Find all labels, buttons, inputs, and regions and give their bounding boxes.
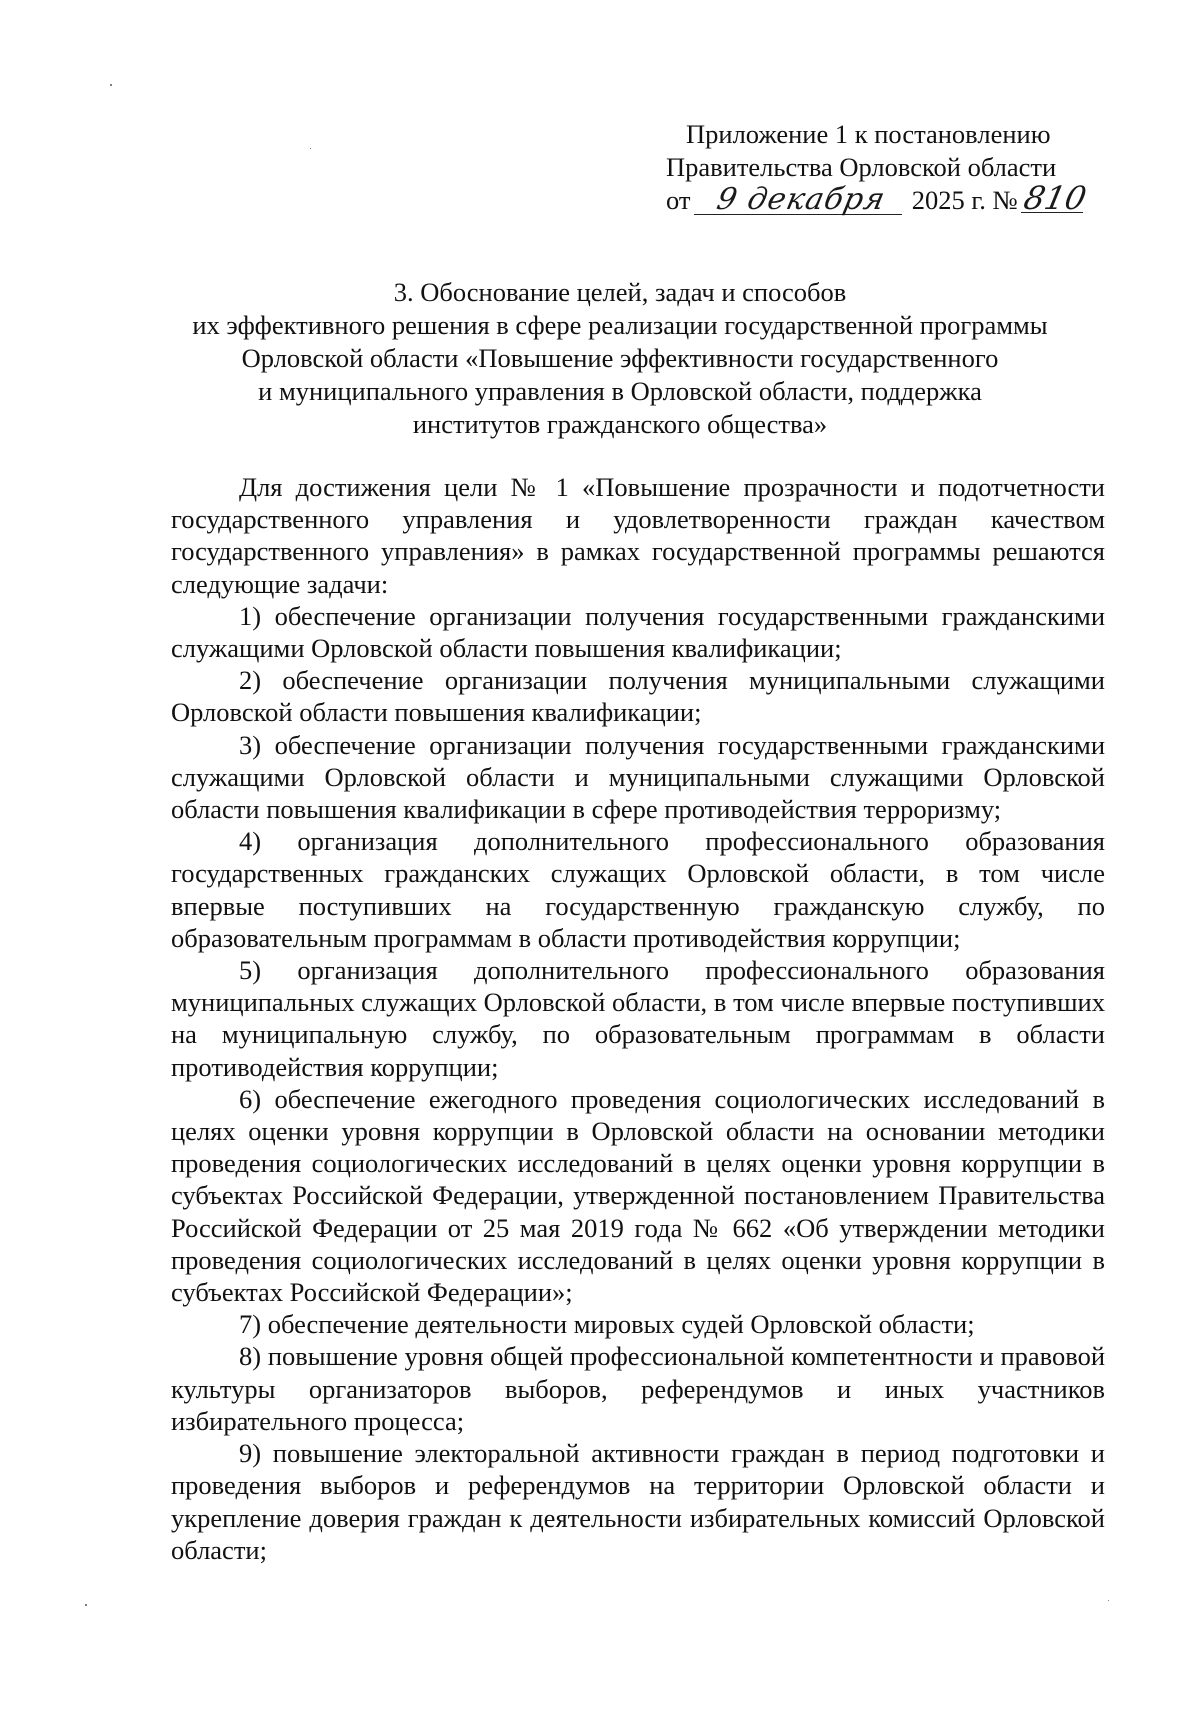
title-line: институтов гражданского общества» [412, 409, 828, 439]
task-item-5: 5) организация дополнительного профессионального образования муниципальных служащих Орловской области, в том числе впервые поступивших на муниципальную службу, по образовательным программам в области противодействия коррупции; [171, 955, 1105, 1082]
task-item-9: 9) повышение электоральной активности граждан в период подготовки и проведения выборов и референдумов на территории Орловской области и укрепление доверия граждан к деятельности избирательных комиссий Орловской области; [171, 1438, 1105, 1565]
intro-paragraph: Для достижения цели № 1 «Повышение прозрачности и подотчетности государственного управления и удовлетворенности граждан качеством государственного управления» в рамках государственной программы решаются следующие задачи: [171, 472, 1105, 599]
appendix-header [666, 118, 1106, 217]
title-line: Орловской области «Повышение эффективности государственного [241, 343, 999, 373]
task-item-6: 6) обеспечение ежегодного проведения социологических исследований в целях оценки уровня коррупции в Орловской области на основании методики проведения социологических исследований в целях оценки уровня коррупции в субъектах Российской Федерации, утвержденной постановлением Правительства Российской Федерации от 25 мая 2019 года № 662 «Об утверждении методики проведения социологических исследований в целях оценки уровня коррупции в субъектах Российской Федерации»; [171, 1083, 1105, 1308]
task-item-2: 2) обеспечение организации получения муниципальными служащими Орловской области повышения квалификации; [171, 665, 1105, 728]
body-text [171, 471, 1105, 1566]
task-item-1: 1) обеспечение организации получения государственными гражданскими служащими Орловской области повышения квалификации; [171, 600, 1105, 664]
title-line: и муниципального управления в Орловской области, поддержка [258, 376, 982, 406]
section-title [140, 276, 1100, 441]
task-item-3: 3) обеспечение организации получения государственными гражданскими служащими Орловской области и муниципальными служащими Орловской области повышения квалификации в сфере противодействия терроризму; [171, 729, 1105, 825]
appendix-line-3 [666, 179, 1106, 217]
appendix-line-1: Приложение 1 к постановлению [686, 119, 1051, 149]
appendix-year-number-label: 2025 г. № [911, 185, 1018, 215]
handwritten-number: 810 [1020, 179, 1091, 217]
handwritten-date: 9 декабря [694, 186, 908, 215]
scan-speck [110, 84, 112, 86]
task-item-4: 4) организация дополнительного профессионального образования государственных гражданских служащих Орловской области, в том числе впервые поступивших на государственную гражданскую службу, по образовательным программам в области противодействия коррупции; [171, 826, 1105, 953]
scan-speck [1108, 1600, 1109, 1601]
scan-speck [85, 1604, 87, 1606]
appendix-date-prefix: от [666, 185, 691, 215]
task-item-8: 8) повышение уровня общей профессиональной компетентности и правовой культуры организаторов выборов, референдумов и иных участников избирательного процесса; [171, 1341, 1105, 1436]
scan-speck [310, 148, 311, 149]
title-line: их эффективного решения в сфере реализации государственной программы [192, 310, 1048, 340]
appendix-line-2: Правительства Орловской области [666, 152, 1057, 182]
title-line: 3. Обоснование целей, задач и способов [393, 277, 847, 307]
task-item-7: 7) обеспечение деятельности мировых судей Орловской области; [239, 1309, 975, 1340]
